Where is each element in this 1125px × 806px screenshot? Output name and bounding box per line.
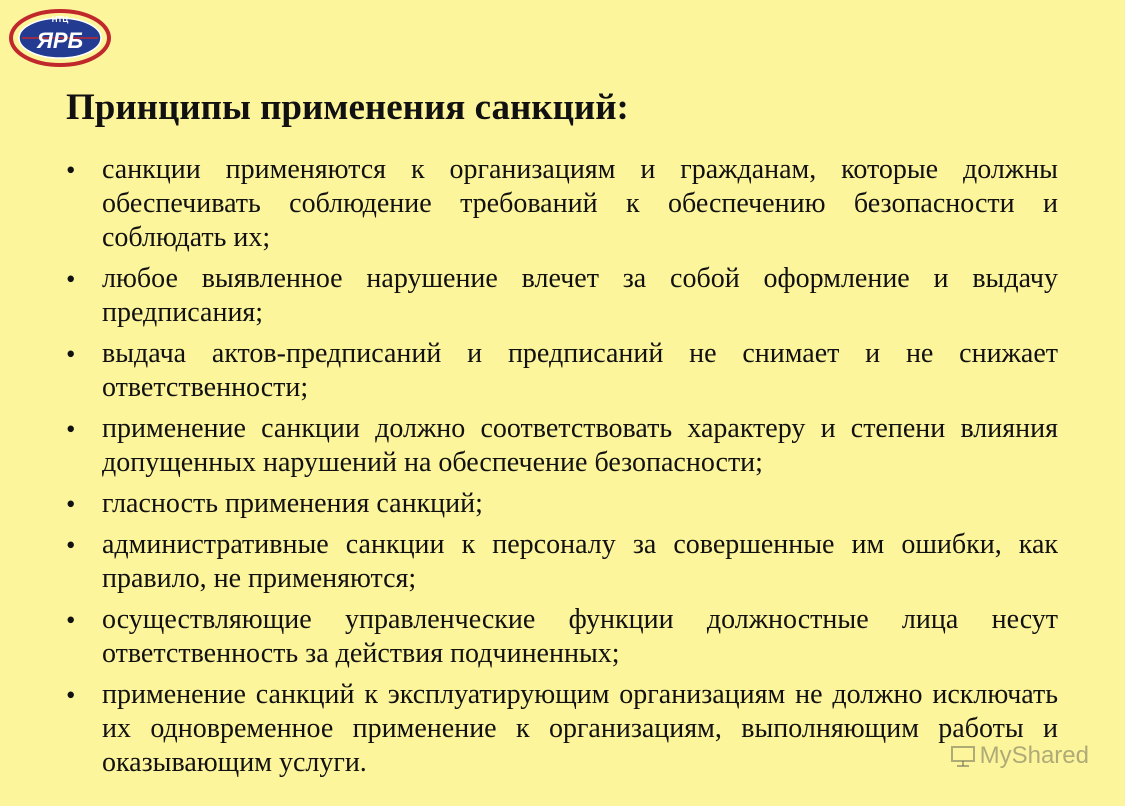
- logo-text: ЯРБ: [36, 28, 84, 53]
- bullet-text: применение санкций к эксплуатирующим организациям не должно исключать их одновременное применение к организациям, выполняющим работы и оказывающим услуги.: [102, 679, 1058, 778]
- list-item: [66, 337, 1058, 405]
- bullet-text: применение санкции должно соответствовать характеру и степени влияния допущенных нарушений на обеспечение безопасности;: [102, 413, 1058, 478]
- list-item: [66, 487, 1058, 521]
- bullet-text: административные санкции к персоналу за совершенные им ошибки, как правило, не применяются;: [102, 529, 1058, 594]
- logo-subtext: НТЦ: [51, 15, 69, 24]
- bullet-marker: •: [66, 489, 76, 519]
- bullet-marker: •: [66, 605, 76, 635]
- list-item: [66, 603, 1058, 671]
- bullet-text: выдача актов-предписаний и предписаний не снимает и не снижает ответственности;: [102, 338, 1058, 403]
- list-item: [66, 412, 1058, 480]
- bullet-marker: •: [66, 155, 76, 185]
- list-item: [66, 528, 1058, 596]
- presentation-board-icon: [950, 744, 976, 768]
- bullet-text: санкции применяются к организациям и гражданам, которые должны обеспечивать соблюдение требований к обеспечению безопасности и соблюдать их;: [102, 154, 1058, 253]
- organization-logo: [8, 8, 112, 68]
- list-item: [66, 262, 1058, 330]
- list-item: [66, 678, 1058, 780]
- bullet-marker: •: [66, 530, 76, 560]
- watermark: [950, 742, 1089, 770]
- list-item: [66, 153, 1058, 255]
- bullet-text: осуществляющие управленческие функции должностные лица несут ответственность за действия подчиненных;: [102, 604, 1058, 669]
- bullet-marker: •: [66, 264, 76, 294]
- bullet-marker: •: [66, 339, 76, 369]
- bullet-text: гласность применения санкций;: [102, 488, 483, 519]
- principles-list: [66, 153, 1058, 787]
- bullet-marker: •: [66, 680, 76, 710]
- bullet-text: любое выявленное нарушение влечет за собой оформление и выдачу предписания;: [102, 263, 1058, 328]
- bullet-marker: •: [66, 414, 76, 444]
- slide-title: Принципы применения санкций:: [66, 87, 629, 128]
- watermark-text: MyShared: [979, 742, 1089, 769]
- logo-emblem: [8, 8, 112, 68]
